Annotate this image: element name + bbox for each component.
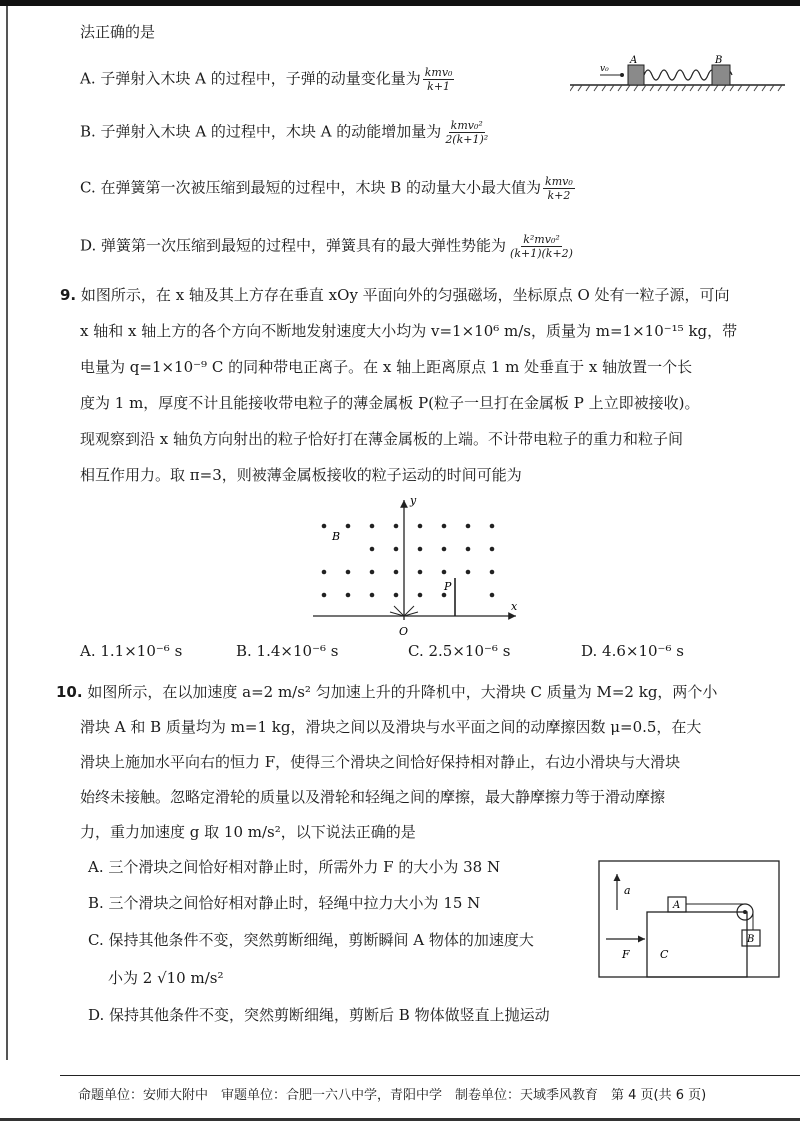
q9-number: 9. [60, 286, 77, 304]
q8-option-d-fraction: $\frac{\text{k²mv₀²}}{(k+1)(k+2)}$ [510, 233, 573, 260]
q10-line-3: 滑块上施加水平向右的恒力 F，使得三个滑块之间恰好保持相对静止，右边小滑块与大滑块 [80, 753, 681, 771]
q9-o-label: O [399, 625, 409, 638]
q8-option-b-fraction: $\frac{\text{kmv₀²}}{\text{2(k+1)²}}$ [445, 119, 489, 146]
q9-x-label: x [511, 600, 518, 613]
q10-line-5: 力，重力加速度 g 取 10 m/s²，以下说法正确的是 [80, 823, 416, 841]
q8-option-b-text: B. 子弹射入木块 A 的过程中，木块 A 的动能增加量为 [80, 122, 442, 141]
left-margin-rule [6, 6, 8, 1060]
q8-block-b-label: B [715, 55, 723, 66]
q10-option-c: C. 保持其他条件不变，突然剪断细绳，剪断瞬间 A 物体的加速度大 [88, 931, 534, 949]
q10-block-b-label: B [747, 934, 755, 945]
q9-option-b: B. 1.4×10⁻⁶ s [236, 642, 339, 660]
q8-option-d-text: D. 弹簧第一次压缩到最短的过程中，弹簧具有的最大弹性势能为 [80, 236, 507, 255]
q8-option-c-fraction: $\frac{\text{kmv₀}}{k+2}$ [545, 175, 573, 202]
q9-line-6: 相互作用力。取 π=3，则被薄金属板接收的粒子运动的时间可能为 [80, 466, 522, 484]
q8-option-a-text: A. 子弹射入木块 A 的过程中，子弹的动量变化量为 [80, 69, 421, 88]
q8-option-d [80, 233, 577, 260]
q10-line-1: 10. 如图所示，在以加速度 a=2 m/s² 匀加速上升的升降机中，大滑块 C 质量为 M=2 kg，两个小 [56, 683, 718, 701]
q10-number: 10. [56, 683, 83, 701]
q8-block-a-label: A [630, 55, 638, 66]
q8-block-b [712, 65, 730, 85]
q9-option-c: C. 2.5×10⁻⁶ s [408, 642, 511, 660]
q10-a-label: a [624, 884, 631, 897]
q9-line-3: 电量为 q=1×10⁻⁹ C 的同种带电正离子。在 x 轴上距离原点 1 m 处垂直于 x 轴放置一个长 [80, 358, 693, 376]
top-border [0, 0, 800, 6]
q8-stem-tail: 法正确的是 [80, 23, 156, 41]
q10-c-label: C [660, 948, 669, 961]
q10-option-c-continued: 小为 2 √10 m/s² [108, 969, 224, 987]
q8-block-a [628, 65, 644, 85]
q8-option-c-text: C. 在弹簧第一次被压缩到最短的过程中，木块 B 的动量大小最大值为 [80, 178, 542, 197]
q9-b-label: B [332, 530, 341, 543]
q10-block-c [647, 912, 747, 977]
q10-line-2: 滑块 A 和 B 质量均为 m=1 kg，滑块之间以及滑块与水平面之间的动摩擦因数 μ=0.5，在大 [80, 718, 702, 736]
q10-f-label: F [622, 948, 630, 961]
q9-line-4: 度为 1 m，厚度不计且能接收带电粒子的薄金属板 P(粒子一旦打在金属板 P 上立即被接收)。 [80, 394, 700, 412]
q10-figure [598, 860, 780, 978]
q9-figure [308, 494, 530, 640]
q10-option-a: A. 三个滑块之间恰好相对静止时，所需外力 F 的大小为 38 N [88, 858, 501, 876]
q8-figure [570, 55, 785, 97]
q8-option-c [80, 175, 577, 202]
page-footer: 命题单位：安师大附中 审题单位：合肥一六八中学，青阳中学 制卷单位：天域季风教育 第 4 页(共 6 页) [78, 1088, 707, 1103]
q9-option-d: D. 4.6×10⁻⁶ s [581, 642, 684, 660]
q10-line-4: 始终未接触。忽略定滑轮的质量以及滑轮和轻绳之间的摩擦，最大静摩擦力等于滑动摩擦 [80, 788, 666, 806]
q9-y-label: y [410, 494, 417, 507]
footer-rule [60, 1075, 800, 1076]
q10-option-d: D. 保持其他条件不变，突然剪断细绳，剪断后 B 物体做竖直上抛运动 [88, 1006, 550, 1024]
q8-v0-label: v₀ [600, 64, 609, 74]
q9-p-label: P [444, 580, 452, 593]
q9-option-a: A. 1.1×10⁻⁶ s [80, 642, 183, 660]
q8-option-a [80, 66, 456, 93]
q9-magnetic-field-dots [322, 524, 495, 598]
q10-option-b: B. 三个滑块之间恰好相对静止时，轻绳中拉力大小为 15 N [88, 894, 481, 912]
q9-line-5: 现观察到沿 x 轴负方向射出的粒子恰好打在薄金属板的上端。不计带电粒子的重力和粒子间 [80, 430, 683, 448]
bottom-border [0, 1118, 800, 1121]
q8-option-a-fraction: $\frac{\text{kmv₀}}{k+1}$ [424, 66, 453, 93]
q10-block-a-label: A [673, 900, 681, 911]
q9-line-2: x 轴和 x 轴上方的各个方向不断地发射速度大小均为 v=1×10⁶ m/s，质量为 m=1×10⁻¹⁵ kg，带 [80, 322, 738, 340]
q8-option-b [80, 119, 492, 146]
q9-line-1: 9. 如图所示，在 x 轴及其上方存在垂直 xOy 平面向外的匀强磁场，坐标原点 O 处有一粒子源，可向 [60, 286, 730, 304]
